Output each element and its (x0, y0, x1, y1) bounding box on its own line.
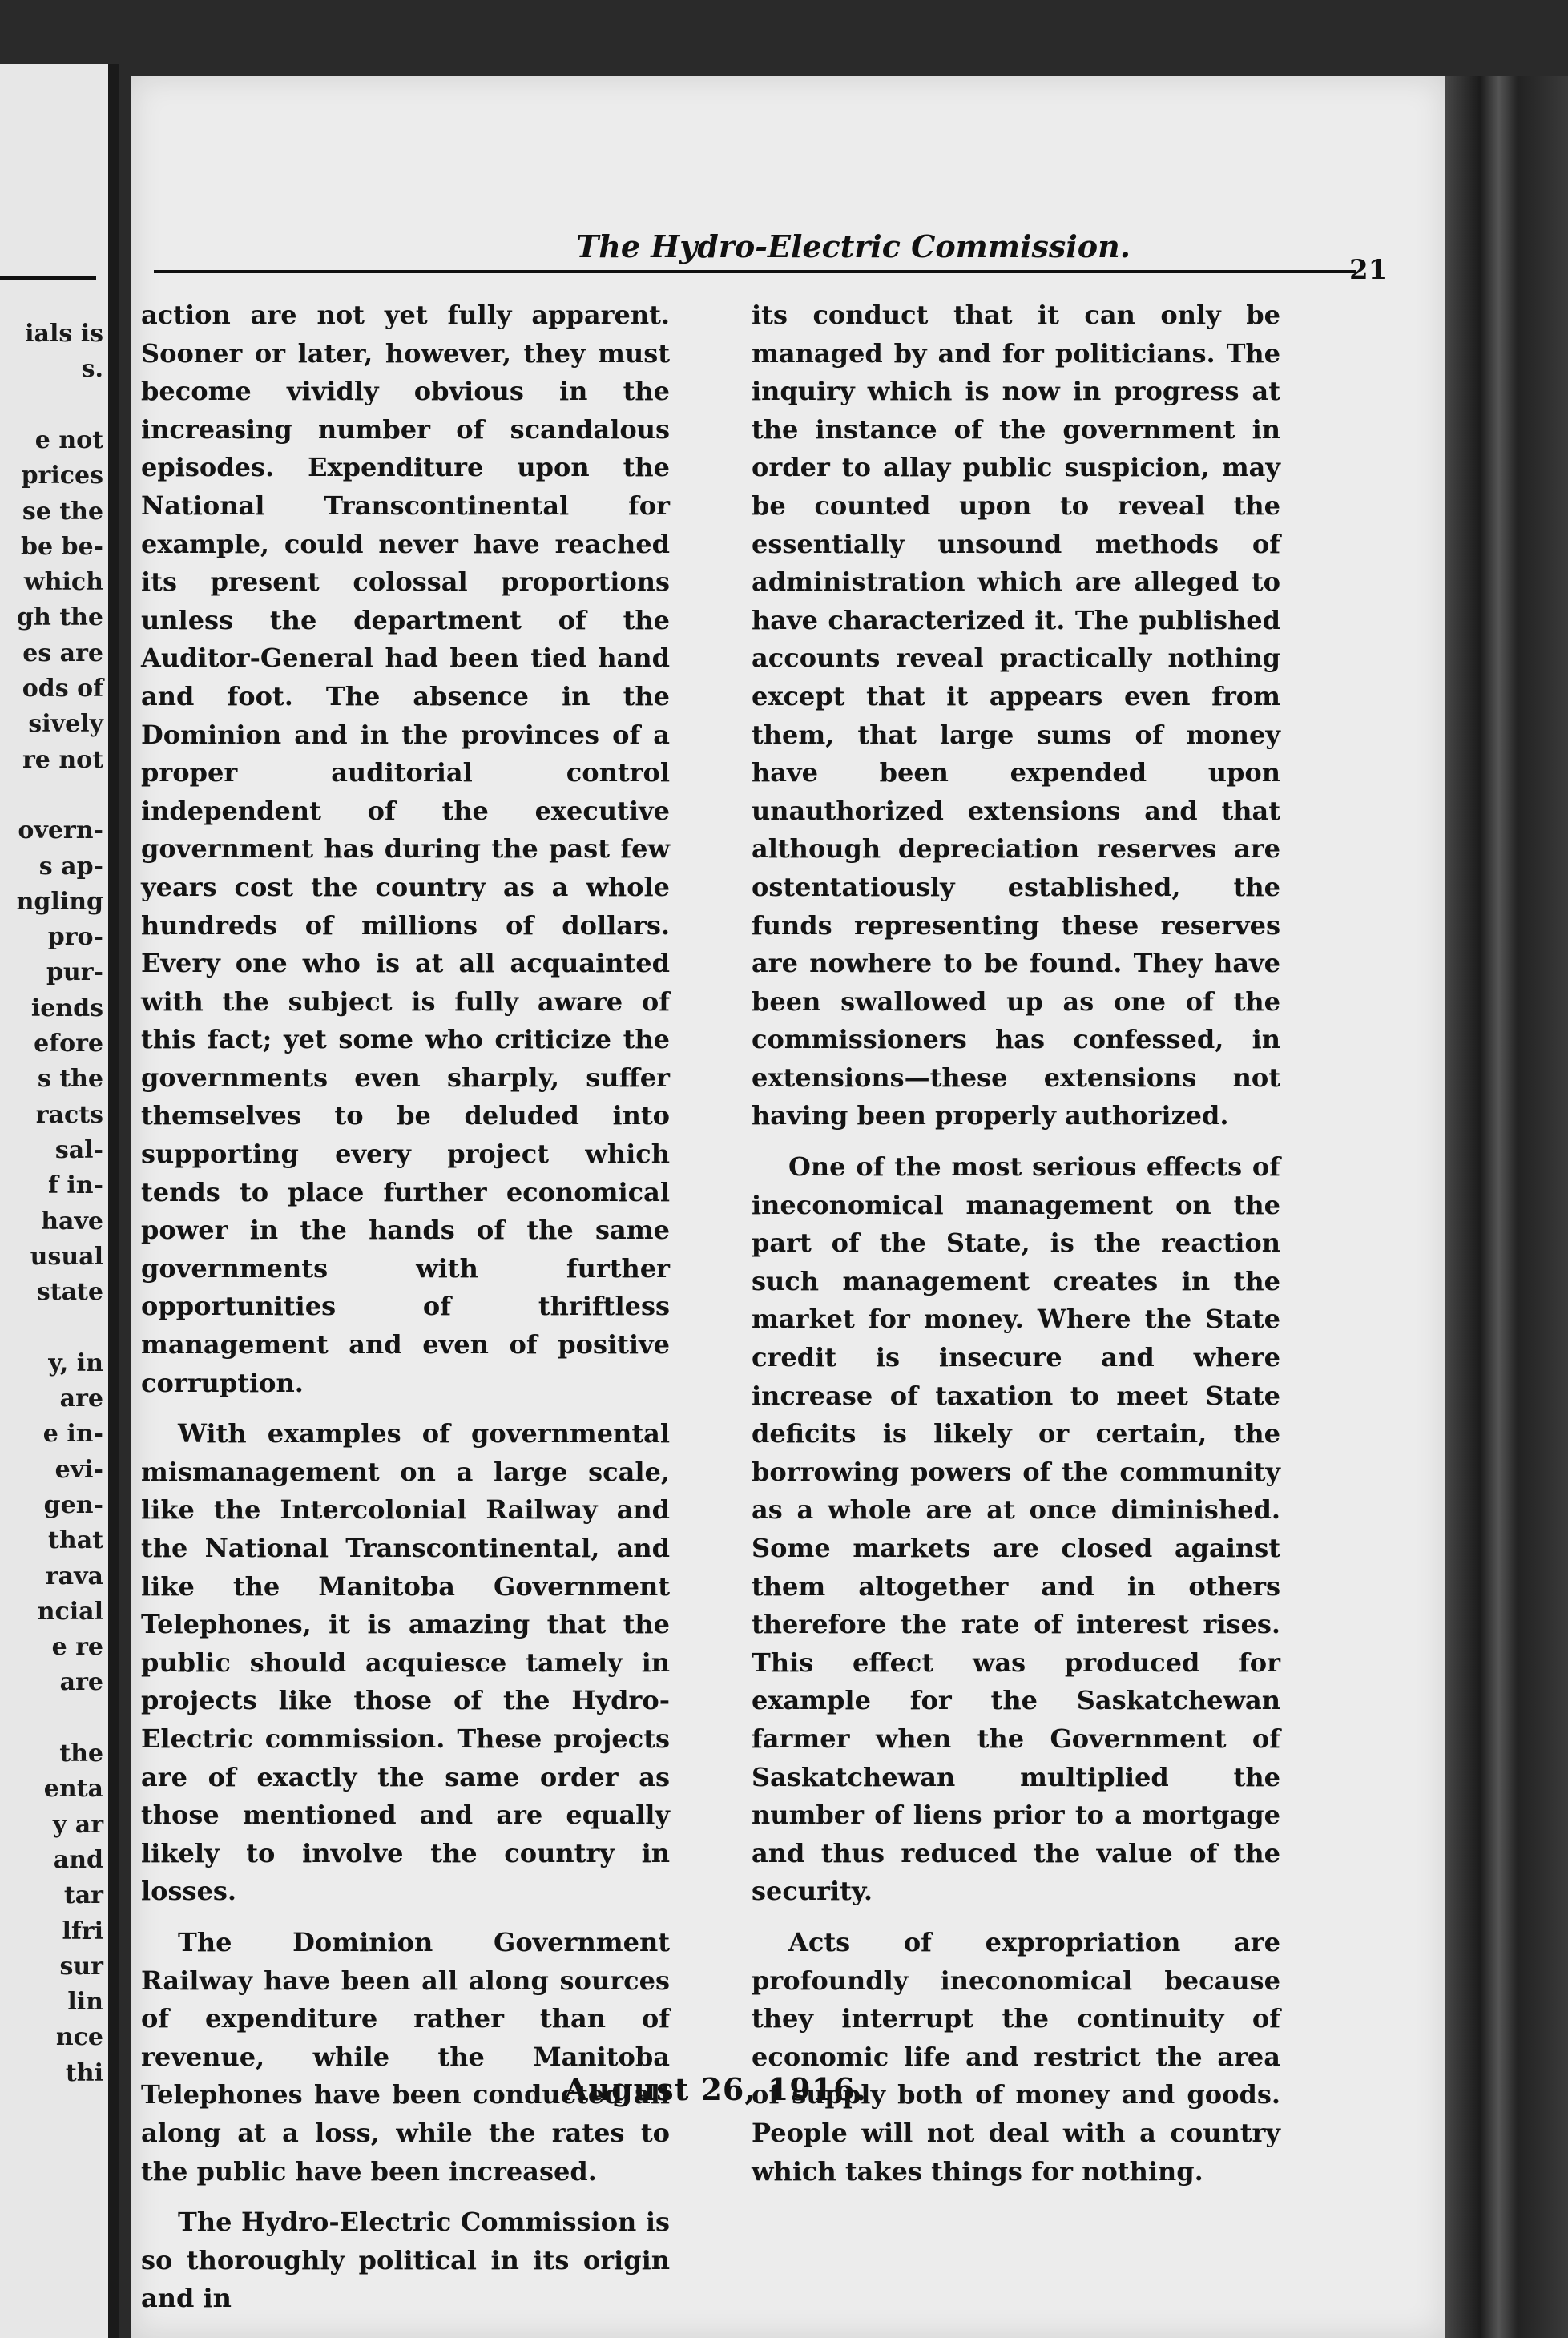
issue-date: August 26, 1916. (564, 2071, 867, 2107)
adjacent-page-line: e in- (42, 1420, 103, 1449)
paragraph: The Dominion Government Railway have been all along sources of expenditure rather than of revenue, while the Manitoba Telephones have been conducted all along at a loss, while the rates to the public have been increased. (141, 1926, 670, 2187)
adjacent-page-line: gen- (43, 1490, 103, 1519)
adjacent-page-line: sively (28, 710, 103, 739)
document-page (131, 76, 1445, 2338)
adjacent-page-line: efore (34, 1030, 103, 1058)
adjacent-page-line: e re (51, 1633, 103, 1662)
adjacent-page-line: evi- (54, 1455, 103, 1484)
adjacent-page-line: se the (22, 497, 103, 526)
adjacent-page-line: the (59, 1739, 103, 1768)
adjacent-page-line: pur- (46, 958, 103, 987)
left-column (141, 296, 670, 2331)
adjacent-page-line: ngling (16, 887, 103, 916)
adjacent-page-line: s ap- (38, 852, 103, 881)
adjacent-page-line: rava (45, 1562, 103, 1590)
paragraph: its conduct that it can only be managed by and for politicians. The inquiry which is now in progress at the instance of the government in order to allay public suspicion, may be counted upon to reveal the essentially unsound methods of administration which are alleged to have characterized it. The published accounts reveal practically nothing except that it appears even from them, that large sums of money have been expended upon unauthorized extensions and that although depreciation reserves are ostentatiously established, the funds representing these reserves are nowhere to be found. They have been swallowed up as one of the commissioners has confessed, in extensions—these extensions not having been properly authorized. (752, 300, 1280, 1131)
paragraph: action are not yet fully apparent. Sooner or later, however, they must become vividly obvious in the increasing number of scandalous episodes. Expenditure upon the National Transcontinental for example, could never have reached its present colossal proportions unless the department of the Auditor-General had been tied hand and foot. The absence in the Dominion and in the provinces of a proper auditorial control independent of the executive government has during the past few years cost the country as a whole hundreds of millions of dollars. Every one who is at all acquainted with the subject is fully aware of this fact; yet some who criticize the governments even sharply, suffer themselves to be deluded into supporting every project which tends to place further economical power in the hands of the same governments with further opportunities of thriftless management and even of positive corruption. (141, 300, 670, 1398)
adjacent-page-line: and (53, 1845, 103, 1874)
adjacent-page-line: which (23, 568, 103, 597)
adjacent-page-line: es are (22, 639, 103, 667)
adjacent-page-line: usual (30, 1242, 103, 1271)
adjacent-page-line: re not (22, 745, 103, 774)
adjacent-page-line: lin (67, 1988, 103, 2017)
paragraph: The Hydro-Electric Commission is so thoroughly political in its origin and in (141, 2207, 670, 2314)
right-column (752, 296, 1280, 2203)
paragraph: With examples of governmental mismanagement on a large scale, like the Intercolonial Railway and the National Transcontinental, and like the Manitoba Government Telephones, it is amazing that the public should acquiesce tamely in projects like those of the Hydro-Electric commission. These projects are of exactly the same order as those mentioned and are equally likely to involve the country in losses. (141, 1418, 670, 1907)
adjacent-page-line: ials is (25, 320, 103, 348)
adjacent-page-rule (0, 276, 96, 280)
adjacent-page-line: are (59, 1668, 103, 1697)
adjacent-page-line: pro- (47, 923, 103, 952)
adjacent-page-line: y ar (52, 1810, 103, 1839)
adjacent-page-line: s. (81, 355, 103, 384)
adjacent-page-line: have (41, 1207, 103, 1236)
adjacent-page-line: iends (30, 994, 103, 1022)
adjacent-page-line: gh the (17, 603, 103, 632)
adjacent-page-line: ncial (37, 1597, 103, 1626)
adjacent-page-line: state (36, 1278, 103, 1307)
adjacent-page-line: lfri (62, 1917, 103, 1945)
page-header (154, 228, 1356, 273)
adjacent-page-line: nce (55, 2023, 103, 2052)
adjacent-page-line: are (59, 1385, 103, 1413)
adjacent-page-line: s the (37, 1065, 103, 1094)
adjacent-page-line: racts (35, 1100, 103, 1129)
adjacent-page-line: enta (43, 1775, 103, 1804)
paragraph: One of the most serious effects of ineconomical management on the part of the State, is the reaction such management creates in the market for money. Where the State credit is insecure and where increase of taxation to meet State deficits is likely or certain, the borrowing powers of the community as a whole are at once diminished. Some markets are closed against them altogether and in others therefore the rate of interest rises. This effect was produced for example for the Saskatchewan farmer when the Government of Saskatchewan multiplied the number of liens prior to a mortgage and thus reduced the value of the security. (752, 1151, 1280, 1907)
adjacent-page-line: that (48, 1526, 103, 1555)
adjacent-page-line: sal- (54, 1135, 103, 1164)
adjacent-page-line: prices (21, 462, 103, 490)
adjacent-page-line: tar (63, 1881, 103, 1910)
adjacent-page-line: overn- (18, 816, 103, 845)
running-title: The Hydro-Electric Commission. (576, 228, 1131, 264)
adjacent-page-line: f in- (47, 1171, 103, 1200)
paragraph: Acts of expropriation are profoundly ineconomical because they interrupt the continuity of economic life and restrict the area of supply both of money and goods. People will not deal with a country which takes things for nothing. (752, 1926, 1280, 2187)
adjacent-page-line: sur (59, 1952, 103, 1981)
adjacent-page-line: ods of (22, 675, 103, 703)
adjacent-page-line: thi (65, 2058, 103, 2087)
page-number: 21 (1349, 254, 1388, 286)
adjacent-page-fragment (0, 64, 119, 2338)
adjacent-page-line: be be- (20, 532, 103, 561)
book-binding (1442, 76, 1568, 2338)
adjacent-page-line: y, in (48, 1348, 103, 1377)
adjacent-page-line: e not (34, 425, 103, 454)
